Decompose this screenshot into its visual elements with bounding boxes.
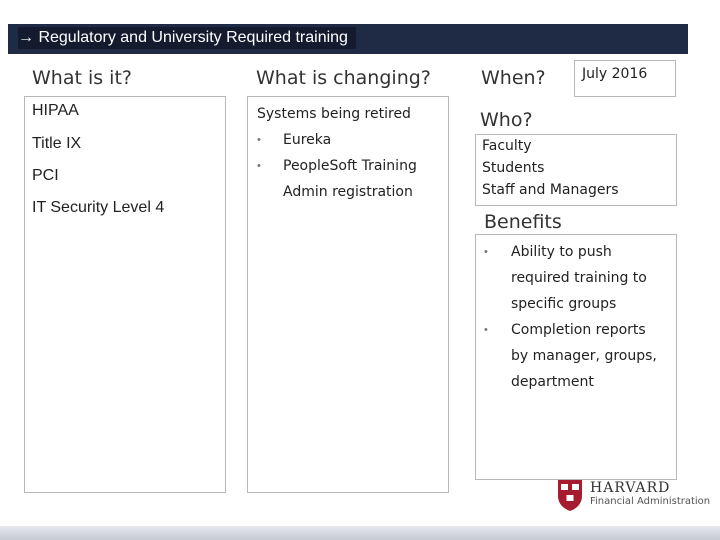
when-heading: When? [481, 67, 546, 89]
benefit-line: department [511, 374, 594, 390]
changing-bullet-line: Admin registration [283, 184, 413, 200]
logo-name: HARVARD [590, 480, 671, 496]
who-line: Staff and Managers [482, 182, 619, 198]
who-line: Faculty [482, 138, 532, 154]
benefit-line: Ability to push [511, 244, 612, 260]
who-line: Students [482, 160, 545, 176]
changing-bullet-line: Eureka [283, 132, 332, 148]
what-item: PCI [32, 167, 59, 184]
changing-intro: Systems being retired [257, 106, 411, 122]
bullet-icon: • [484, 246, 488, 258]
what-is-it-heading: What is it? [32, 67, 132, 89]
what-is-changing-box [247, 96, 449, 493]
benefit-line: required training to [511, 270, 647, 286]
what-is-it-box [24, 96, 226, 493]
slide-title-text: Regulatory and University Required training [38, 29, 348, 46]
bullet-icon: • [257, 160, 261, 172]
when-value: July 2016 [582, 66, 648, 82]
what-item: IT Security Level 4 [32, 199, 165, 216]
what-is-changing-heading: What is changing? [256, 67, 431, 89]
arrow-right-icon: → [18, 29, 34, 46]
logo-subtitle: Financial Administration [590, 496, 711, 507]
who-box [475, 134, 677, 206]
benefit-line: Completion reports [511, 322, 646, 338]
harvard-shield-icon [556, 478, 584, 512]
changing-bullet-line: PeopleSoft Training [283, 158, 417, 174]
who-heading: Who? [480, 109, 533, 131]
footer-band [0, 526, 720, 540]
benefit-line: by manager, groups, [511, 348, 657, 364]
bullet-icon: • [257, 134, 261, 146]
what-item: HIPAA [32, 102, 79, 119]
when-box [574, 60, 676, 97]
benefit-line: specific groups [511, 296, 617, 312]
title-bar [8, 24, 688, 54]
slide-title [18, 27, 356, 49]
bullet-icon: • [484, 324, 488, 336]
benefits-box [475, 234, 677, 480]
what-item: Title IX [32, 135, 82, 152]
benefits-heading: Benefits [484, 211, 562, 233]
